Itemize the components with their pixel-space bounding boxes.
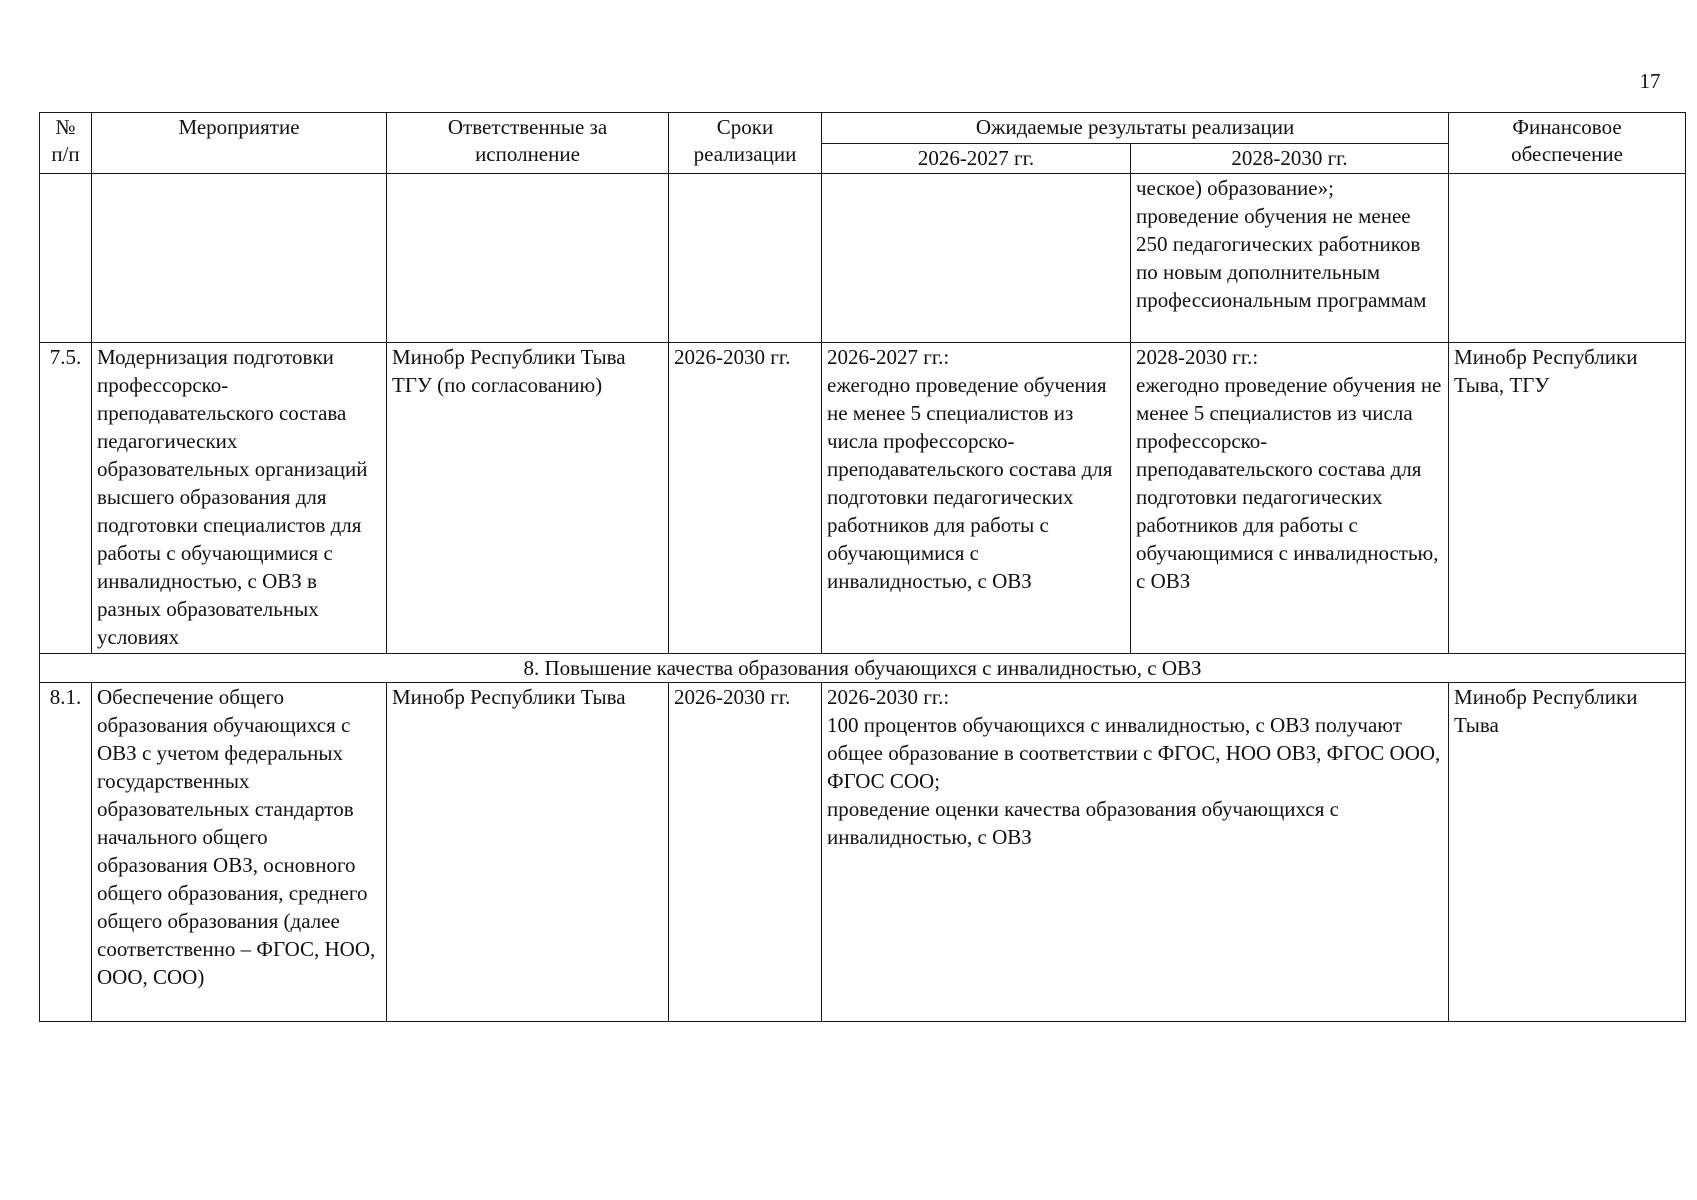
cell-finance: Минобр Республики Тыва, ТГУ xyxy=(1449,343,1686,654)
header-activity: Мероприятие xyxy=(92,113,387,174)
table-header-row xyxy=(40,113,1686,144)
header-expected-results: Ожидаемые результаты реализации xyxy=(822,113,1449,144)
cell-number: 8.1. xyxy=(40,683,92,1022)
header-results-2026-2027: 2026-2027 гг. xyxy=(822,144,1131,174)
cell-responsible: Минобр Республики Тыва xyxy=(387,683,669,1022)
cell-terms: 2026-2030 гг. xyxy=(669,343,822,654)
cell-activity: Модернизация подготовки профессорско-преподавательского состава педагогических образовательных организаций высшего образования для подготовки специалистов для работы с обучающимися с инвалидностью, с ОВЗ в разных образовательных условиях xyxy=(92,343,387,654)
header-responsible: Ответственные за исполнение xyxy=(387,113,669,174)
cell-results-2026 xyxy=(822,174,1131,343)
header-number: № п/п xyxy=(40,113,92,174)
section-row-8 xyxy=(40,654,1686,683)
cell-terms xyxy=(669,174,822,343)
cell-responsible: Минобр Республики Тыва ТГУ (по согласованию) xyxy=(387,343,669,654)
cell-finance xyxy=(1449,174,1686,343)
cell-results-2026: 2026-2027 гг.: ежегодно проведение обучения не менее 5 специалистов из числа профессорско-преподавательского состава для подготовки педагогических работников для работы с обучающимися с инвалидностью, с ОВЗ xyxy=(822,343,1131,654)
cell-responsible xyxy=(387,174,669,343)
cell-terms: 2026-2030 гг. xyxy=(669,683,822,1022)
table-row-8-1 xyxy=(40,683,1686,1022)
header-results-2028-2030: 2028-2030 гг. xyxy=(1131,144,1449,174)
cell-number: 7.5. xyxy=(40,343,92,654)
cell-activity: Обеспечение общего образования обучающихся с ОВЗ с учетом федеральных государственных образовательных стандартов начального общего образования ОВЗ, основного общего образования, среднего общего образования (далее соответственно – ФГОС, НОО, ООО, СОО) xyxy=(92,683,387,1022)
cell-results-2028: 2028-2030 гг.: ежегодно проведение обучения не менее 5 специалистов из числа профессорско-преподавательского состава для подготовки педагогических работников для работы с обучающимися с инвалидностью, с ОВЗ xyxy=(1131,343,1449,654)
cell-number xyxy=(40,174,92,343)
cell-finance: Минобр Республики Тыва xyxy=(1449,683,1686,1022)
page-number: 17 xyxy=(1639,69,1661,93)
table-row-7-5 xyxy=(40,343,1686,654)
table-row-continuation xyxy=(40,174,1686,343)
activities-table xyxy=(39,112,1686,1022)
cell-activity xyxy=(92,174,387,343)
cell-results-2028: ческое) образование»; проведение обучения не менее 250 педагогических работников по новым дополнительным профессиональным программам xyxy=(1131,174,1449,343)
section-title: 8. Повышение качества образования обучающихся с инвалидностью, с ОВЗ xyxy=(40,654,1686,683)
header-terms: Сроки реализации xyxy=(669,113,822,174)
cell-results-merged: 2026-2030 гг.: 100 процентов обучающихся с инвалидностью, с ОВЗ получают общее образование в соответствии с ФГОС, НОО ОВЗ, ФГОС ООО, ФГОС СОО; проведение оценки качества образования обучающихся с инвалидностью, с ОВЗ xyxy=(822,683,1449,1022)
header-finance: Финансовое обеспечение xyxy=(1449,113,1686,174)
